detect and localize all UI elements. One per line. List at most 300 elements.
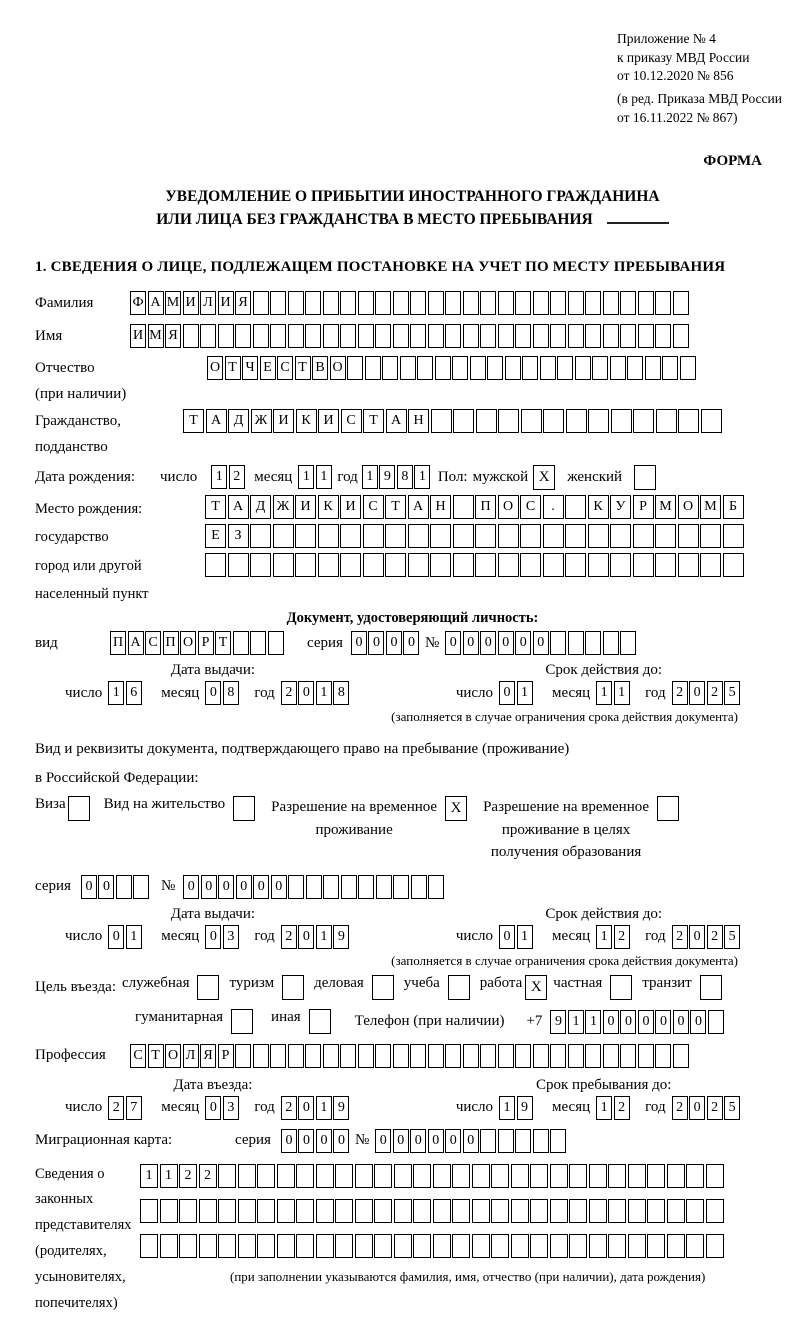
char-cell[interactable]: 1: [568, 1010, 584, 1034]
char-cell[interactable]: [408, 553, 429, 577]
char-cell[interactable]: [238, 1234, 256, 1258]
char-cell[interactable]: [140, 1234, 158, 1258]
char-cell[interactable]: О: [678, 495, 699, 519]
char-cell[interactable]: [445, 1044, 461, 1068]
char-cell[interactable]: [628, 1199, 646, 1223]
stay-year-cells[interactable]: [672, 1096, 742, 1120]
char-cell[interactable]: 0: [620, 1010, 636, 1034]
char-cell[interactable]: [557, 356, 573, 380]
char-cell[interactable]: 1: [517, 925, 533, 949]
char-cell[interactable]: .: [543, 495, 564, 519]
char-cell[interactable]: [603, 291, 619, 315]
char-cell[interactable]: [476, 409, 497, 433]
char-cell[interactable]: [323, 1044, 339, 1068]
char-cell[interactable]: 3: [223, 1096, 239, 1120]
char-cell[interactable]: [463, 1044, 479, 1068]
char-cell[interactable]: [341, 875, 357, 899]
char-cell[interactable]: [385, 524, 406, 548]
char-cell[interactable]: Т: [148, 1044, 164, 1068]
char-cell[interactable]: [530, 1234, 548, 1258]
char-cell[interactable]: 0: [205, 681, 221, 705]
char-cell[interactable]: 0: [375, 1129, 391, 1153]
char-cell[interactable]: [655, 291, 671, 315]
char-cell[interactable]: П: [475, 495, 496, 519]
char-cell[interactable]: 2: [614, 925, 630, 949]
char-cell[interactable]: 1: [596, 1096, 612, 1120]
char-cell[interactable]: [417, 356, 433, 380]
char-cell[interactable]: 1: [316, 465, 332, 489]
char-cell[interactable]: [238, 1199, 256, 1223]
char-cell[interactable]: 0: [205, 1096, 221, 1120]
char-cell[interactable]: [701, 409, 722, 433]
char-cell[interactable]: 8: [223, 681, 239, 705]
char-cell[interactable]: 0: [201, 875, 217, 899]
char-cell[interactable]: 1: [160, 1164, 178, 1188]
char-cell[interactable]: 0: [689, 1096, 705, 1120]
char-cell[interactable]: [498, 291, 514, 315]
char-cell[interactable]: [708, 1010, 724, 1034]
char-cell[interactable]: [655, 1044, 671, 1068]
char-cell[interactable]: [363, 524, 384, 548]
char-cell[interactable]: 1: [362, 465, 378, 489]
char-cell[interactable]: [375, 1044, 391, 1068]
residence-issue-day-cells[interactable]: [108, 925, 143, 949]
char-cell[interactable]: [355, 1199, 373, 1223]
expiry-year-cells[interactable]: [672, 681, 742, 705]
char-cell[interactable]: 1: [211, 465, 227, 489]
char-cell[interactable]: 0: [445, 631, 461, 655]
char-cell[interactable]: Ж: [273, 495, 294, 519]
char-cell[interactable]: 0: [463, 631, 479, 655]
char-cell[interactable]: Н: [430, 495, 451, 519]
char-cell[interactable]: [550, 631, 566, 655]
char-cell[interactable]: [678, 524, 699, 548]
char-cell[interactable]: [491, 1234, 509, 1258]
char-cell[interactable]: [655, 324, 671, 348]
char-cell[interactable]: [472, 1164, 490, 1188]
char-cell[interactable]: [116, 875, 132, 899]
identity-kind-cells[interactable]: [110, 631, 285, 655]
char-cell[interactable]: [393, 291, 409, 315]
char-cell[interactable]: [491, 1164, 509, 1188]
char-cell[interactable]: [655, 524, 676, 548]
char-cell[interactable]: [480, 1044, 496, 1068]
birthplace-row3-cells[interactable]: [205, 553, 745, 577]
char-cell[interactable]: [680, 356, 696, 380]
char-cell[interactable]: 0: [81, 875, 97, 899]
purpose-humanitarian-checkbox[interactable]: [231, 1009, 253, 1034]
char-cell[interactable]: [270, 1044, 286, 1068]
char-cell[interactable]: [305, 324, 321, 348]
char-cell[interactable]: [257, 1199, 275, 1223]
char-cell[interactable]: [565, 553, 586, 577]
char-cell[interactable]: [433, 1234, 451, 1258]
char-cell[interactable]: [585, 324, 601, 348]
char-cell[interactable]: А: [206, 409, 227, 433]
char-cell[interactable]: [662, 356, 678, 380]
char-cell[interactable]: 0: [428, 1129, 444, 1153]
char-cell[interactable]: К: [318, 495, 339, 519]
char-cell[interactable]: [445, 291, 461, 315]
char-cell[interactable]: 7: [126, 1096, 142, 1120]
char-cell[interactable]: 0: [253, 875, 269, 899]
char-cell[interactable]: П: [163, 631, 179, 655]
char-cell[interactable]: И: [340, 495, 361, 519]
char-cell[interactable]: [505, 356, 521, 380]
char-cell[interactable]: Б: [723, 495, 744, 519]
char-cell[interactable]: [550, 1234, 568, 1258]
char-cell[interactable]: [550, 1044, 566, 1068]
char-cell[interactable]: 9: [333, 1096, 349, 1120]
char-cell[interactable]: [543, 553, 564, 577]
char-cell[interactable]: [498, 553, 519, 577]
char-cell[interactable]: 0: [386, 631, 402, 655]
char-cell[interactable]: А: [228, 495, 249, 519]
char-cell[interactable]: [515, 1129, 531, 1153]
birthplace-row1-cells[interactable]: [205, 495, 745, 519]
char-cell[interactable]: У: [610, 495, 631, 519]
char-cell[interactable]: 2: [281, 925, 297, 949]
char-cell[interactable]: [133, 875, 149, 899]
char-cell[interactable]: 9: [517, 1096, 533, 1120]
char-cell[interactable]: 1: [585, 1010, 601, 1034]
char-cell[interactable]: [323, 875, 339, 899]
char-cell[interactable]: И: [183, 291, 199, 315]
expiry-day-cells[interactable]: [499, 681, 534, 705]
char-cell[interactable]: 2: [707, 925, 723, 949]
char-cell[interactable]: С: [277, 356, 293, 380]
char-cell[interactable]: [511, 1164, 529, 1188]
char-cell[interactable]: [270, 324, 286, 348]
char-cell[interactable]: 0: [368, 631, 384, 655]
char-cell[interactable]: 5: [724, 1096, 740, 1120]
char-cell[interactable]: [410, 291, 426, 315]
char-cell[interactable]: [393, 324, 409, 348]
char-cell[interactable]: [521, 409, 542, 433]
char-cell[interactable]: [355, 1234, 373, 1258]
char-cell[interactable]: 0: [316, 1129, 332, 1153]
char-cell[interactable]: 2: [281, 1096, 297, 1120]
char-cell[interactable]: М: [700, 495, 721, 519]
char-cell[interactable]: [253, 324, 269, 348]
char-cell[interactable]: [335, 1199, 353, 1223]
char-cell[interactable]: 0: [655, 1010, 671, 1034]
expiry-month-cells[interactable]: [596, 681, 631, 705]
male-checkbox[interactable]: X: [533, 465, 555, 490]
char-cell[interactable]: [568, 291, 584, 315]
char-cell[interactable]: [218, 1164, 236, 1188]
char-cell[interactable]: [296, 1234, 314, 1258]
char-cell[interactable]: Р: [633, 495, 654, 519]
char-cell[interactable]: [511, 1199, 529, 1223]
entry-day-cells[interactable]: [108, 1096, 143, 1120]
char-cell[interactable]: Ж: [251, 409, 272, 433]
char-cell[interactable]: [296, 1199, 314, 1223]
residence-expiry-day-cells[interactable]: [499, 925, 534, 949]
char-cell[interactable]: [520, 553, 541, 577]
char-cell[interactable]: [340, 324, 356, 348]
char-cell[interactable]: 1: [614, 681, 630, 705]
char-cell[interactable]: 2: [707, 681, 723, 705]
char-cell[interactable]: С: [363, 495, 384, 519]
char-cell[interactable]: 2: [229, 465, 245, 489]
char-cell[interactable]: [394, 1234, 412, 1258]
char-cell[interactable]: [463, 324, 479, 348]
birthplace-row2-cells[interactable]: [205, 524, 745, 548]
char-cell[interactable]: [673, 1044, 689, 1068]
char-cell[interactable]: 8: [397, 465, 413, 489]
char-cell[interactable]: [393, 1044, 409, 1068]
char-cell[interactable]: [428, 324, 444, 348]
char-cell[interactable]: [445, 324, 461, 348]
char-cell[interactable]: [453, 524, 474, 548]
char-cell[interactable]: 9: [550, 1010, 566, 1034]
char-cell[interactable]: Т: [183, 409, 204, 433]
char-cell[interactable]: [706, 1199, 724, 1223]
char-cell[interactable]: [638, 1044, 654, 1068]
char-cell[interactable]: 0: [603, 1010, 619, 1034]
char-cell[interactable]: [515, 1044, 531, 1068]
char-cell[interactable]: [638, 291, 654, 315]
char-cell[interactable]: [374, 1234, 392, 1258]
char-cell[interactable]: [453, 553, 474, 577]
char-cell[interactable]: Ч: [242, 356, 258, 380]
char-cell[interactable]: [470, 356, 486, 380]
char-cell[interactable]: 0: [515, 631, 531, 655]
char-cell[interactable]: [480, 1129, 496, 1153]
representatives-row3-cells[interactable]: [140, 1234, 725, 1258]
issue-month-cells[interactable]: [205, 681, 240, 705]
char-cell[interactable]: 0: [298, 681, 314, 705]
char-cell[interactable]: [540, 356, 556, 380]
char-cell[interactable]: [428, 291, 444, 315]
char-cell[interactable]: [475, 524, 496, 548]
char-cell[interactable]: 0: [463, 1129, 479, 1153]
char-cell[interactable]: [452, 1164, 470, 1188]
char-cell[interactable]: [550, 324, 566, 348]
char-cell[interactable]: 2: [707, 1096, 723, 1120]
char-cell[interactable]: С: [130, 1044, 146, 1068]
char-cell[interactable]: [413, 1234, 431, 1258]
char-cell[interactable]: [316, 1234, 334, 1258]
char-cell[interactable]: 0: [403, 631, 419, 655]
char-cell[interactable]: [410, 1044, 426, 1068]
temp-residence-education-checkbox[interactable]: [657, 796, 679, 821]
char-cell[interactable]: [667, 1164, 685, 1188]
migration-number-cells[interactable]: [375, 1129, 568, 1153]
char-cell[interactable]: 0: [480, 631, 496, 655]
char-cell[interactable]: [374, 1164, 392, 1188]
char-cell[interactable]: [288, 1044, 304, 1068]
char-cell[interactable]: 0: [98, 875, 114, 899]
char-cell[interactable]: 2: [199, 1164, 217, 1188]
char-cell[interactable]: [633, 553, 654, 577]
char-cell[interactable]: [667, 1234, 685, 1258]
char-cell[interactable]: О: [165, 1044, 181, 1068]
issue-year-cells[interactable]: [281, 681, 351, 705]
char-cell[interactable]: [568, 1044, 584, 1068]
char-cell[interactable]: [238, 1164, 256, 1188]
char-cell[interactable]: [358, 291, 374, 315]
residence-permit-checkbox[interactable]: [233, 796, 255, 821]
char-cell[interactable]: [550, 1199, 568, 1223]
char-cell[interactable]: [340, 524, 361, 548]
char-cell[interactable]: [433, 1164, 451, 1188]
char-cell[interactable]: Т: [295, 356, 311, 380]
char-cell[interactable]: [645, 356, 661, 380]
char-cell[interactable]: 9: [333, 925, 349, 949]
residence-expiry-month-cells[interactable]: [596, 925, 631, 949]
char-cell[interactable]: [433, 1199, 451, 1223]
char-cell[interactable]: [277, 1234, 295, 1258]
char-cell[interactable]: [268, 631, 284, 655]
char-cell[interactable]: [511, 1234, 529, 1258]
char-cell[interactable]: Т: [385, 495, 406, 519]
char-cell[interactable]: [498, 1129, 514, 1153]
char-cell[interactable]: Р: [198, 631, 214, 655]
entry-month-cells[interactable]: [205, 1096, 240, 1120]
char-cell[interactable]: [472, 1234, 490, 1258]
char-cell[interactable]: 3: [223, 925, 239, 949]
char-cell[interactable]: [550, 1129, 566, 1153]
char-cell[interactable]: 1: [298, 465, 314, 489]
char-cell[interactable]: В: [312, 356, 328, 380]
char-cell[interactable]: 1: [414, 465, 430, 489]
char-cell[interactable]: [288, 875, 304, 899]
residence-issue-month-cells[interactable]: [205, 925, 240, 949]
char-cell[interactable]: [620, 324, 636, 348]
char-cell[interactable]: [520, 524, 541, 548]
stay-day-cells[interactable]: [499, 1096, 534, 1120]
char-cell[interactable]: [565, 524, 586, 548]
char-cell[interactable]: Д: [228, 409, 249, 433]
char-cell[interactable]: [257, 1164, 275, 1188]
identity-number-cells[interactable]: [445, 631, 638, 655]
char-cell[interactable]: [183, 324, 199, 348]
char-cell[interactable]: Л: [183, 1044, 199, 1068]
char-cell[interactable]: Я: [165, 324, 181, 348]
char-cell[interactable]: [452, 1199, 470, 1223]
char-cell[interactable]: [620, 631, 636, 655]
char-cell[interactable]: [358, 324, 374, 348]
birth-year-cells[interactable]: [362, 465, 432, 489]
char-cell[interactable]: [706, 1164, 724, 1188]
char-cell[interactable]: [533, 291, 549, 315]
char-cell[interactable]: Н: [408, 409, 429, 433]
char-cell[interactable]: [340, 1044, 356, 1068]
char-cell[interactable]: З: [228, 524, 249, 548]
char-cell[interactable]: [335, 1234, 353, 1258]
char-cell[interactable]: Я: [235, 291, 251, 315]
char-cell[interactable]: [376, 875, 392, 899]
char-cell[interactable]: [393, 875, 409, 899]
char-cell[interactable]: [413, 1164, 431, 1188]
char-cell[interactable]: 0: [498, 631, 514, 655]
char-cell[interactable]: [592, 356, 608, 380]
char-cell[interactable]: [565, 495, 586, 519]
char-cell[interactable]: [410, 324, 426, 348]
char-cell[interactable]: Т: [205, 495, 226, 519]
char-cell[interactable]: [647, 1164, 665, 1188]
char-cell[interactable]: [257, 1234, 275, 1258]
firstname-cells[interactable]: [130, 324, 690, 348]
char-cell[interactable]: 1: [140, 1164, 158, 1188]
char-cell[interactable]: [453, 409, 474, 433]
char-cell[interactable]: 2: [281, 681, 297, 705]
char-cell[interactable]: [253, 1044, 269, 1068]
char-cell[interactable]: И: [218, 291, 234, 315]
purpose-private-checkbox[interactable]: [610, 975, 632, 1000]
char-cell[interactable]: [318, 524, 339, 548]
char-cell[interactable]: [611, 409, 632, 433]
char-cell[interactable]: 1: [596, 681, 612, 705]
char-cell[interactable]: [400, 356, 416, 380]
char-cell[interactable]: 5: [724, 681, 740, 705]
birth-day-cells[interactable]: [211, 465, 246, 489]
char-cell[interactable]: [305, 1044, 321, 1068]
char-cell[interactable]: [515, 291, 531, 315]
char-cell[interactable]: [288, 324, 304, 348]
char-cell[interactable]: [305, 291, 321, 315]
char-cell[interactable]: [323, 291, 339, 315]
char-cell[interactable]: 1: [316, 925, 332, 949]
char-cell[interactable]: [627, 356, 643, 380]
char-cell[interactable]: 0: [218, 875, 234, 899]
char-cell[interactable]: 1: [517, 681, 533, 705]
purpose-transit-checkbox[interactable]: [700, 975, 722, 1000]
citizenship-cells[interactable]: [183, 409, 723, 433]
char-cell[interactable]: 1: [126, 925, 142, 949]
char-cell[interactable]: [340, 553, 361, 577]
char-cell[interactable]: [530, 1164, 548, 1188]
char-cell[interactable]: [452, 1234, 470, 1258]
char-cell[interactable]: [628, 1234, 646, 1258]
char-cell[interactable]: [610, 356, 626, 380]
char-cell[interactable]: [673, 324, 689, 348]
char-cell[interactable]: [453, 495, 474, 519]
char-cell[interactable]: [498, 524, 519, 548]
char-cell[interactable]: [585, 291, 601, 315]
char-cell[interactable]: Е: [260, 356, 276, 380]
char-cell[interactable]: [655, 553, 676, 577]
char-cell[interactable]: [723, 553, 744, 577]
char-cell[interactable]: [335, 1164, 353, 1188]
char-cell[interactable]: И: [318, 409, 339, 433]
representatives-row1-cells[interactable]: [140, 1164, 725, 1188]
char-cell[interactable]: 2: [672, 681, 688, 705]
char-cell[interactable]: [589, 1234, 607, 1258]
migration-series-cells[interactable]: [281, 1129, 351, 1153]
char-cell[interactable]: [686, 1234, 704, 1258]
char-cell[interactable]: [550, 291, 566, 315]
char-cell[interactable]: [585, 1044, 601, 1068]
char-cell[interactable]: [620, 1044, 636, 1068]
char-cell[interactable]: [273, 524, 294, 548]
char-cell[interactable]: 0: [108, 925, 124, 949]
char-cell[interactable]: 2: [179, 1164, 197, 1188]
char-cell[interactable]: 0: [183, 875, 199, 899]
char-cell[interactable]: [340, 291, 356, 315]
char-cell[interactable]: Д: [250, 495, 271, 519]
char-cell[interactable]: [588, 409, 609, 433]
visa-checkbox[interactable]: [68, 796, 90, 821]
char-cell[interactable]: [589, 1199, 607, 1223]
char-cell[interactable]: [543, 409, 564, 433]
char-cell[interactable]: Ф: [130, 291, 146, 315]
char-cell[interactable]: [480, 324, 496, 348]
char-cell[interactable]: [428, 875, 444, 899]
char-cell[interactable]: [277, 1164, 295, 1188]
